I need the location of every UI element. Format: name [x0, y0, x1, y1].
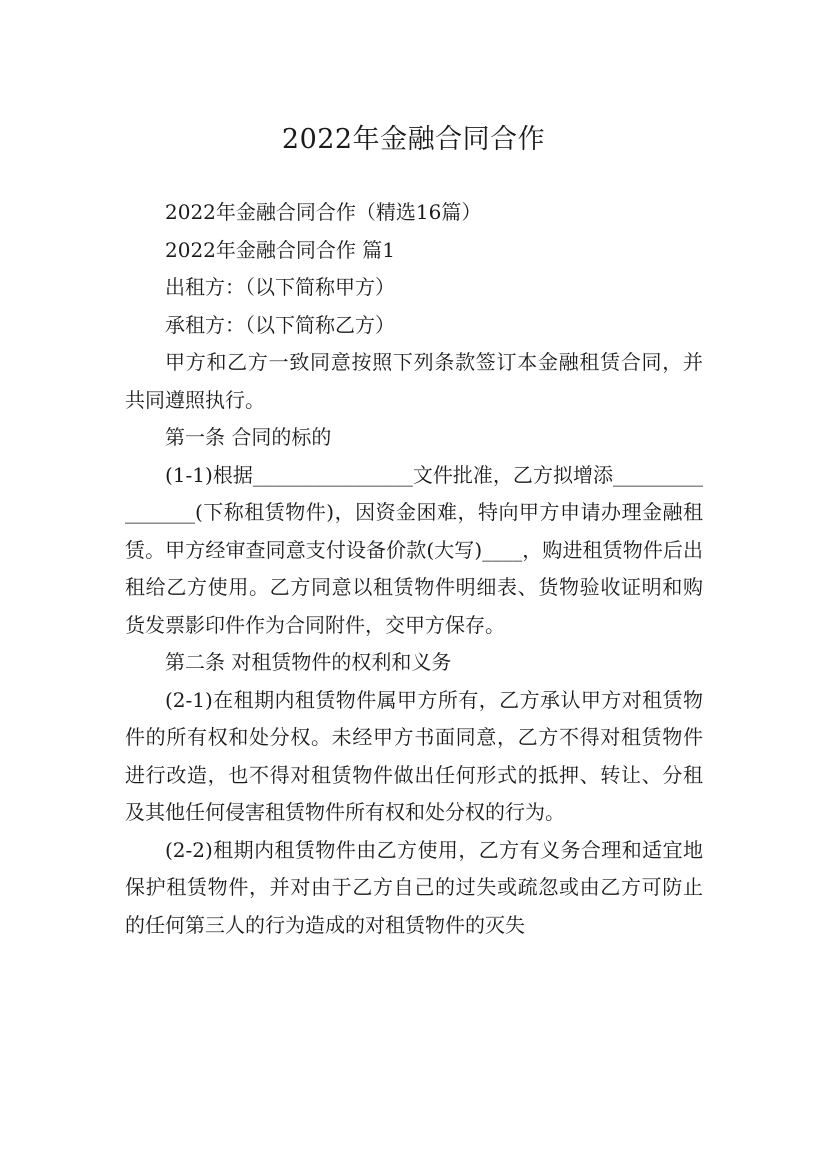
clause-2-2: (2-2)租期内租赁物件由乙方使用，乙方有义务合理和适宜地保护租赁物件，并对由于乙方自己的过失或疏忽或由乙方可防止的任何第三人的行为造成的对租赁物件的灭失: [125, 837, 703, 937]
document-title: 2022年金融合同合作: [281, 124, 546, 156]
paragraph-lessee: 承租方：（以下简称乙方）: [165, 312, 395, 337]
paragraph-subtitle: 2022年金融合同合作（精选16篇）: [165, 200, 482, 224]
paragraph-agreement: 甲方和乙方一致同意按照下列条款签订本金融租赁合同，并共同遵照执行。: [125, 350, 703, 412]
paragraph-section-heading: 2022年金融合同合作 篇1: [165, 237, 395, 262]
article-2-heading: 第二条 对租赁物件的权利和义务: [165, 650, 452, 674]
clause-1-1: (1-1)根据________________文件批准，乙方拟增添________________(下称租赁物件)，因资金困难，特向甲方申请办理金融租赁。甲方经审查同意支付设备价款(大写)____，购进租赁物件后出租给乙方使用。乙方同意以租赁物件明细表、货物验收证明和购货发票影印件作为合同附件，交甲方保存。: [125, 462, 703, 637]
document-body: [125, 194, 703, 944]
article-1-heading: 第一条 合同的标的: [165, 425, 332, 449]
paragraph-lessor: 出租方：（以下简称甲方）: [165, 275, 395, 299]
clause-2-1: (2-1)在租期内租赁物件属甲方所有，乙方承认甲方对租赁物件的所有权和处分权。未经甲方书面同意，乙方不得对租赁物件进行改造，也不得对租赁物件做出任何形式的抵押、转让、分租及其他任何侵害租赁物件所有权和处分权的行为。: [125, 687, 703, 824]
